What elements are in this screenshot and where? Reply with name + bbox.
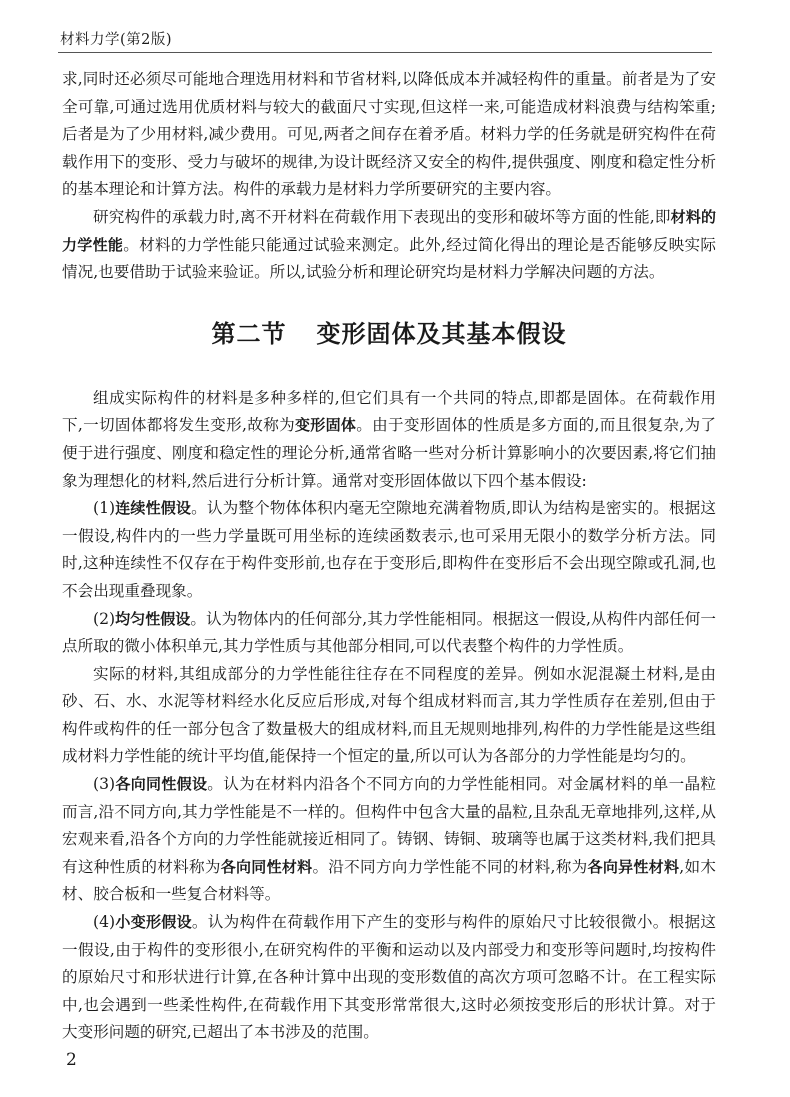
text-run: ,如木材、胶合板和一些复合材料等。 bbox=[62, 857, 716, 904]
list-marker: (2) bbox=[93, 609, 116, 628]
text-run: 。由于变形固体的性质是多方面的,而且很复杂,为了便于进行强度、刚度和稳定性的理论分析,通常省略一些对分析计算影响小的次要因素,将它们抽象为理想化的材料,然后进行分析计算。通常对变形固体做以下四个基本假设: bbox=[62, 416, 716, 490]
paragraph-homogeneity-assumption bbox=[62, 606, 716, 661]
term-continuity: 连续性假设 bbox=[115, 499, 192, 518]
list-marker: (1) bbox=[93, 499, 116, 518]
list-marker: (4) bbox=[93, 913, 116, 932]
text-run: 组成实际构件的材料是多种多样的,但它们具有一个共同的特点,即都是固体。在荷载作用下,一切固体都将发生变形,故称为 bbox=[62, 388, 716, 435]
text-run: 。材料的力学性能只能通过试验来测定。此外,经过简化得出的理论是否能够反映实际情况,也要借助于试验来验证。所以,试验分析和理论研究均是材料力学解决问题的方法。 bbox=[62, 235, 716, 282]
term-isotropic-material: 各向同性材料 bbox=[220, 857, 313, 876]
term-deformable-solid: 变形固体 bbox=[294, 416, 357, 435]
section-heading bbox=[62, 317, 716, 351]
section-number: 第二节 bbox=[211, 319, 287, 348]
term-small-deformation: 小变形假设 bbox=[115, 913, 192, 932]
paragraph-real-materials: 实际的材料,其组成部分的力学性能往往存在不同程度的差异。例如水泥混凝土材料,是由砂、石、水、水泥等材料经水化反应后形成,对每个组成材料而言,其力学性质存在差别,但由于构件或构件的任一部分包含了数量极大的组成材料,而且无规则地排列,构件的力学性能是这些组成材料力学性能的统计平均值,能保持一个恒定的量,所以可认为各部分的力学性能是均匀的。 bbox=[62, 664, 716, 766]
book-title: 材料力学(第2版) bbox=[60, 32, 173, 48]
text-run: 。沿不同方向力学性能不同的材料,称为 bbox=[312, 857, 588, 876]
list-marker: (3) bbox=[93, 775, 116, 794]
term-mechanical-properties: 材料的力学性能 bbox=[62, 207, 716, 254]
page-number: 2 bbox=[66, 1050, 77, 1070]
paragraph-continued: 求,同时还必须尽可能地合理选用材料和节省材料,以降低成本并减轻构件的重量。前者是为了安全可靠,可通过选用优质材料与较大的截面尺寸实现,但这样一来,可能造成材料浪费与结构笨重;后者是为了少用材料,减少费用。可见,两者之间存在着矛盾。材料力学的任务就是研究构件在荷载作用下的变形、受力与破坏的规律,为设计既经济又安全的构件,提供强度、刚度和稳定性分析的基本理论和计算方法。构件的承载力是材料力学所要研究的主要内容。 bbox=[62, 70, 716, 199]
term-isotropy: 各向同性假设 bbox=[115, 775, 208, 794]
text-run: 。认为物体内的任何部分,其力学性能相同。根据这一假设,从构件内部任何一点所取的微小体积单元,其力学性质与其他部分相同,可以代表整个构件的力学性质。 bbox=[62, 609, 716, 656]
term-homogeneity: 均匀性假设 bbox=[115, 609, 191, 628]
running-header bbox=[58, 26, 712, 53]
paragraph-small-deformation-assumption bbox=[62, 909, 716, 1047]
text-run: 。认为在材料内沿各个不同方向的力学性能相同。对金属材料的单一晶粒而言,沿不同方向,其力学性能是不一样的。但构件中包含大量的晶粒,且杂乱无章地排列,这样,从宏观来看,沿各个方向的力学性能就接近相同了。铸钢、铸铜、玻璃等也属于这类材料,我们把具有这种性质的材料称为 bbox=[62, 775, 716, 876]
paragraph-continuity-assumption bbox=[62, 495, 716, 605]
page-body bbox=[62, 66, 716, 1047]
paragraph-deformable-solid bbox=[62, 385, 716, 495]
term-anisotropic-material: 各向异性材料 bbox=[587, 857, 680, 876]
text-run: 。认为构件在荷载作用下产生的变形与构件的原始尺寸比较很微小。根据这一假设,由于构件的变形很小,在研究构件的平衡和运动以及内部受力和变形等问题时,均按构件的原始尺寸和形状进行计算,在各种计算中出现的变形数值的高次方项可忽略不计。在工程实际中,也会遇到一些柔性构件,在荷载作用下其变形常常很大,这时必须按变形后的形状计算。对于大变形问题的研究,已超出了本书涉及的范围。 bbox=[62, 913, 716, 1042]
text-run: 。认为整个物体体积内毫无空隙地充满着物质,即认为结构是密实的。根据这一假设,构件内的一些力学量既可用坐标的连续函数表示,也可采用无限小的数学分析方法。同时,这种连续性不仅存在于构件变形前,也存在于变形后,即构件在变形后不会出现空隙或孔洞,也不会出现重叠现象。 bbox=[62, 499, 716, 600]
paragraph-isotropy-assumption bbox=[62, 771, 716, 909]
paragraph-mechanical-properties bbox=[62, 204, 716, 287]
text-run: 研究构件的承载力时,离不开材料在荷载作用下表现出的变形和破坏等方面的性能,即 bbox=[93, 207, 671, 226]
section-title: 变形固体及其基本假设 bbox=[316, 319, 567, 348]
